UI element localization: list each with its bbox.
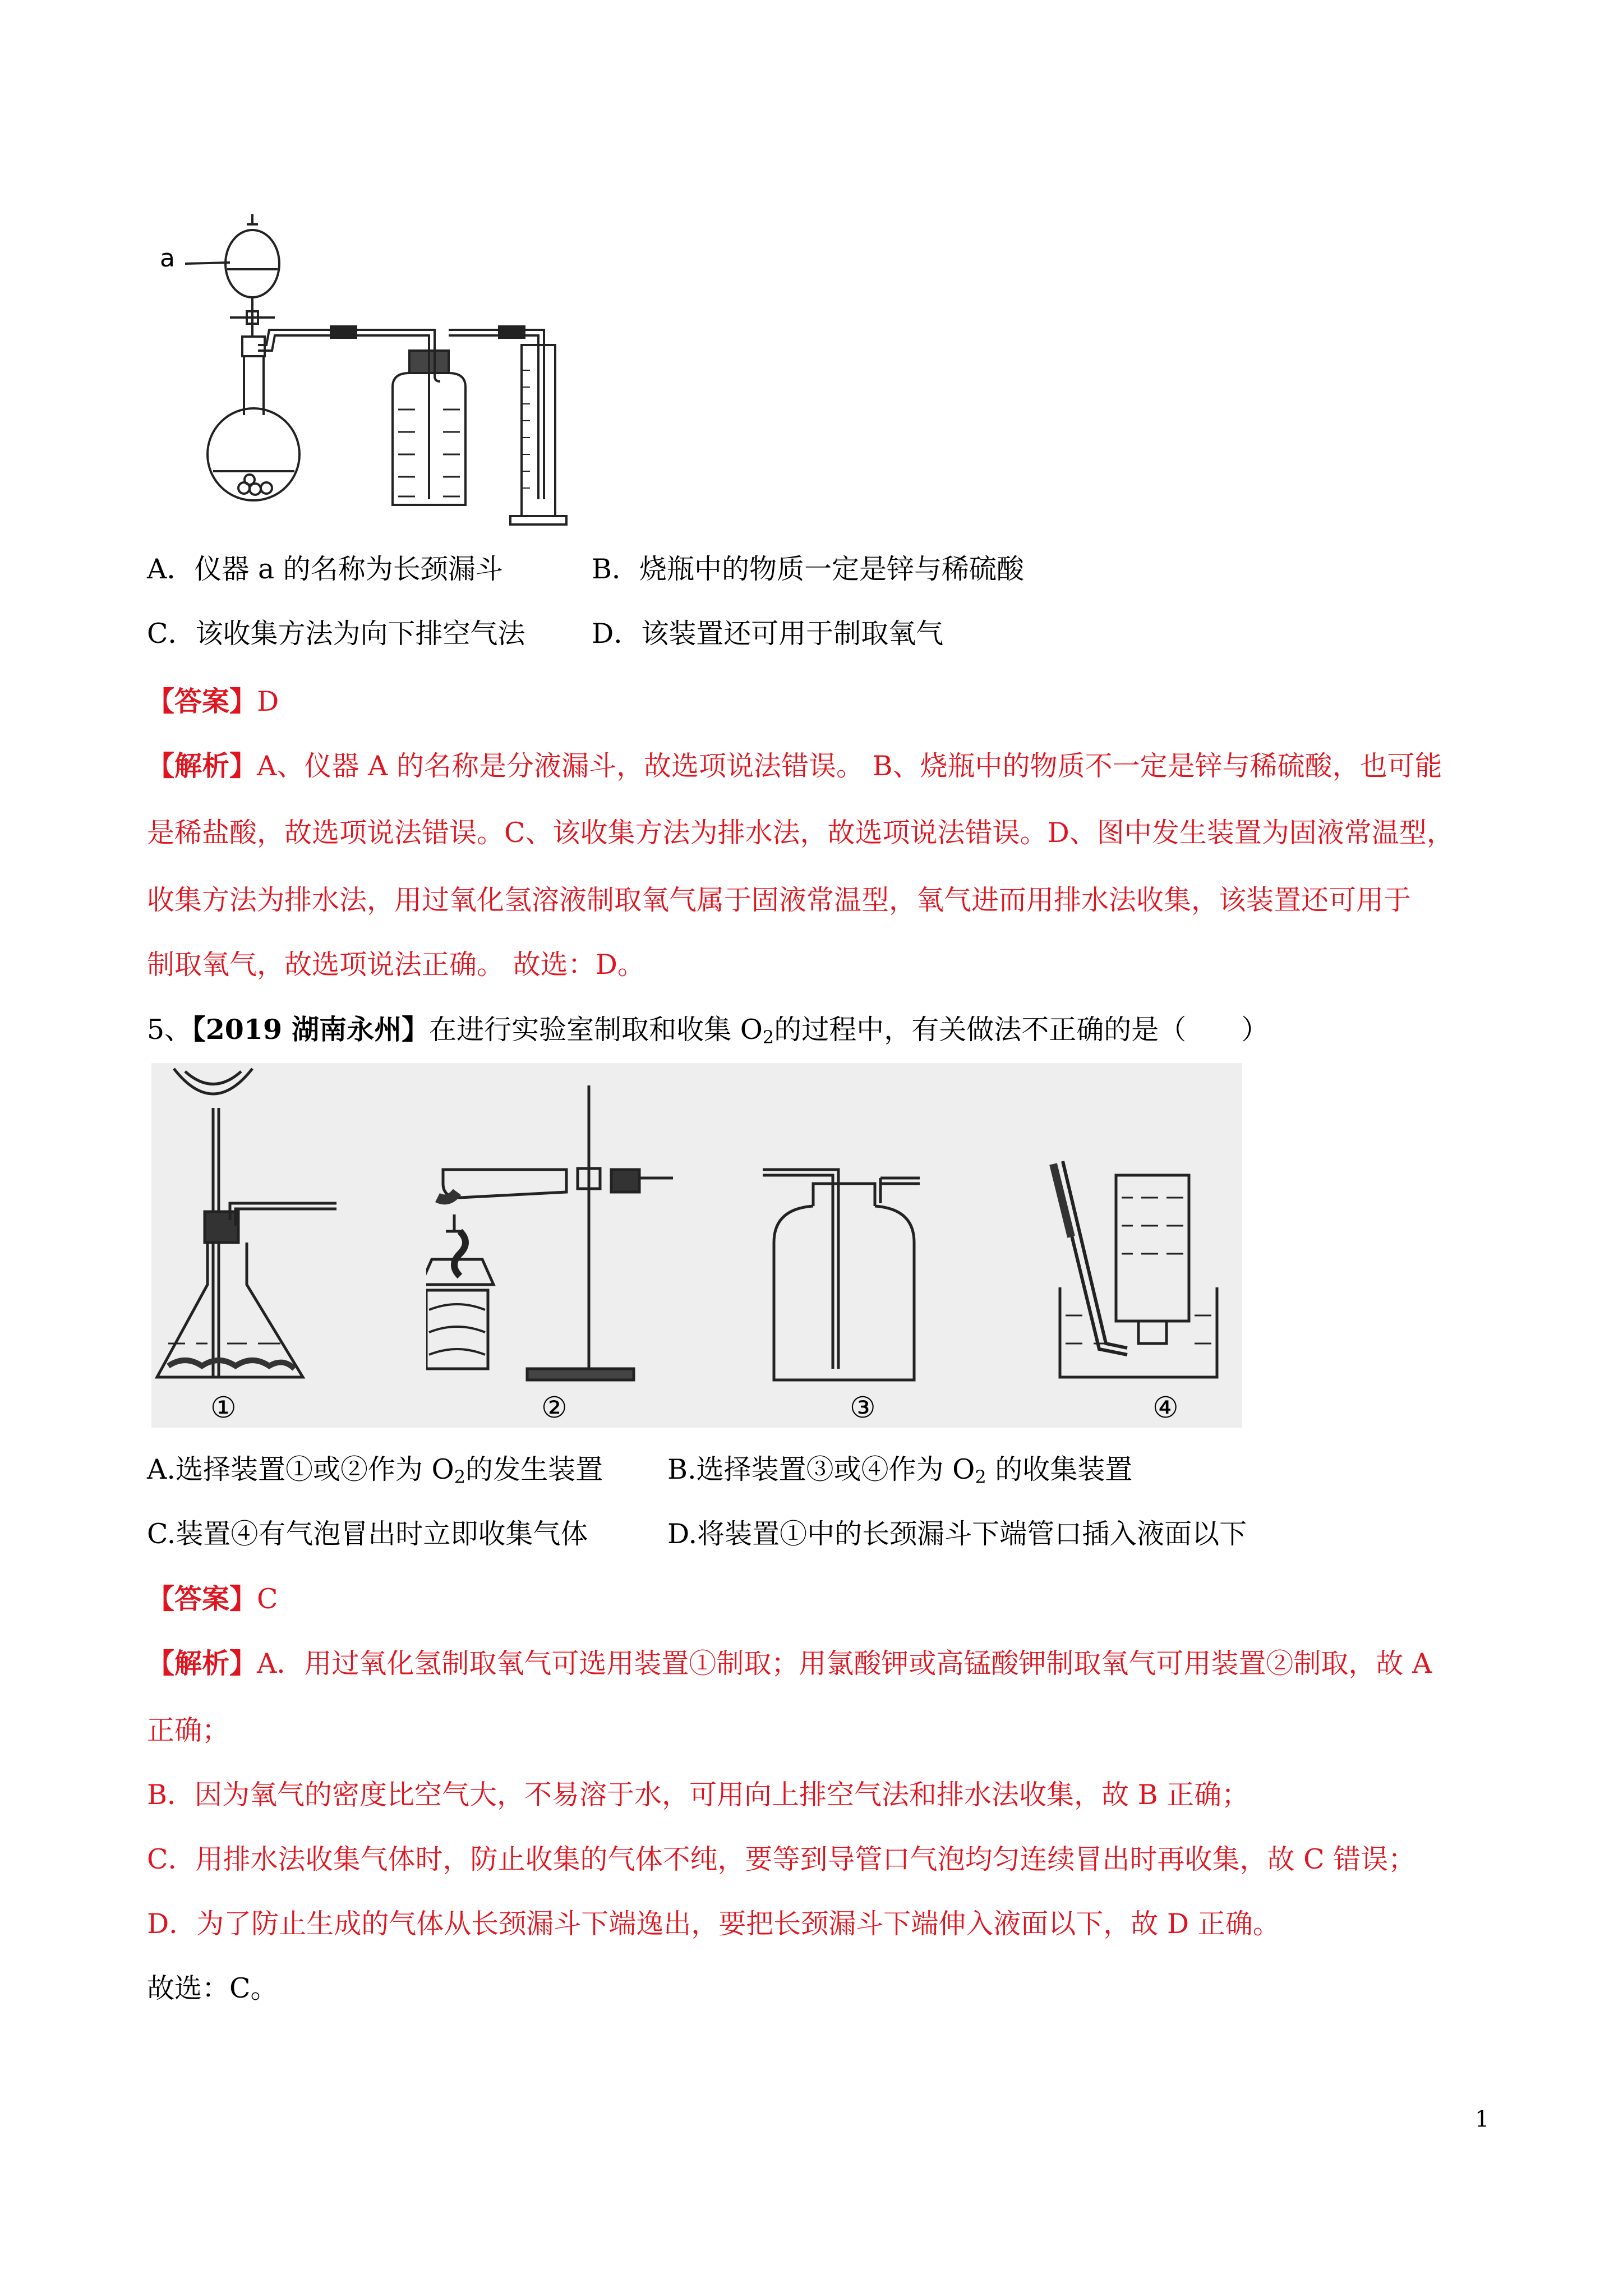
answer-value: C [257, 1583, 278, 1615]
q5-option-a-text: A.选择装置①或②作为 O [147, 1453, 454, 1485]
q4-analysis-line-2: 是稀盐酸，故选项说法错误。C、该收集方法为排水法，故选项说法错误。D、图中发生装置为固液常温型， [147, 817, 1454, 849]
q4-option-b: B．烧瓶中的物质一定是锌与稀硫酸 [592, 553, 1025, 585]
q5-number: 5、 [147, 1014, 192, 1046]
q5-stem-text-2: 的过程中，有关做法不正确的是（ ） [774, 1014, 1269, 1046]
figure-label-a: a [160, 244, 175, 273]
apparatus-4-water-trough [981, 1063, 1239, 1394]
q5-stem-text: 在进行实验室制取和收集 O [429, 1014, 763, 1046]
figure-label-1: ① [210, 1391, 237, 1425]
q5-analysis-line-2: 正确； [147, 1714, 230, 1746]
q4-analysis-line-1 [147, 749, 1442, 783]
figure-apparatus-2 [151, 1063, 1242, 1428]
analysis-text: A．用过氧化氢制取氧气可选用装置①制取；用氯酸钾或高锰酸钾制取氧气可用装置②制取，故 A [257, 1648, 1432, 1680]
figure-apparatus-1 [151, 208, 578, 527]
analysis-tag: 【解析】 [147, 1647, 257, 1680]
answer-tag: 【答案】 [147, 685, 257, 717]
q5-option-c: C.装置④有气泡冒出时立即收集气体 [147, 1518, 588, 1550]
q5-conclusion: 故选：C。 [147, 1972, 278, 2004]
q5-option-b-text-2: 的收集装置 [986, 1453, 1133, 1485]
page-number: 1 [1475, 2106, 1490, 2132]
q5-option-b-text: B.选择装置③或④作为 O [667, 1453, 975, 1485]
q5-analysis-line-3: B．因为氧气的密度比空气大，不易溶于水，可用向上排空气法和排水法收集，故 B 正确； [147, 1779, 1249, 1811]
q5-analysis-line-5: D．为了防止生成的气体从长颈漏斗下端逸出，要把长颈漏斗下端伸入液面以下，故 D 正确。 [147, 1908, 1280, 1940]
answer-value: D [257, 685, 279, 717]
q4-option-d: D．该装置还可用于制取氧气 [592, 618, 944, 650]
q5-option-a [147, 1453, 603, 1487]
q4-option-a: A．仪器 a 的名称为长颈漏斗 [147, 553, 503, 585]
q5-answer [147, 1582, 278, 1616]
analysis-tag: 【解析】 [147, 749, 257, 782]
q5-option-b [667, 1453, 1132, 1487]
q4-analysis-line-4: 制取氧气，故选项说法正确。 故选：D。 [147, 949, 645, 981]
apparatus-2-test-tube-heating [426, 1063, 695, 1394]
q5-analysis-line-1 [147, 1646, 1432, 1681]
q5-option-a-sub: 2 [454, 1466, 466, 1488]
q4-analysis-line-3: 收集方法为排水法，用过氧化氢溶液制取氧气属于固液常温型，氧气进而用排水法收集，该装置还可用于 [147, 884, 1412, 916]
q5-option-b-sub: 2 [975, 1466, 986, 1488]
q5-option-d: D.将装置①中的长颈漏斗下端管口插入液面以下 [667, 1518, 1247, 1550]
q5-option-a-text-2: 的发生装置 [465, 1453, 603, 1485]
figure-label-3: ③ [850, 1391, 876, 1425]
apparatus-1-conical-flask [151, 1063, 432, 1394]
answer-tag: 【答案】 [147, 1582, 257, 1615]
q5-stem [147, 1013, 1269, 1047]
q5-source: 【2019 湖南永州】 [192, 1013, 430, 1046]
analysis-text: A、仪器 A 的名称是分液漏斗，故选项说法错误。 B、烧瓶中的物质不一定是锌与稀硫酸，也可能 [257, 750, 1442, 782]
q5-stem-sub: 2 [762, 1027, 774, 1048]
q4-answer [147, 684, 279, 719]
q4-option-c: C．该收集方法为向下排空气法 [147, 618, 525, 650]
apparatus-3-gas-bottle [751, 1063, 953, 1394]
figure-label-2: ② [541, 1391, 568, 1425]
q5-analysis-line-4: C．用排水法收集气体时，防止收集的气体不纯，要等到导管口气泡均匀连续冒出时再收集，故 C 错误； [147, 1843, 1416, 1875]
figure-label-4: ④ [1152, 1391, 1179, 1425]
